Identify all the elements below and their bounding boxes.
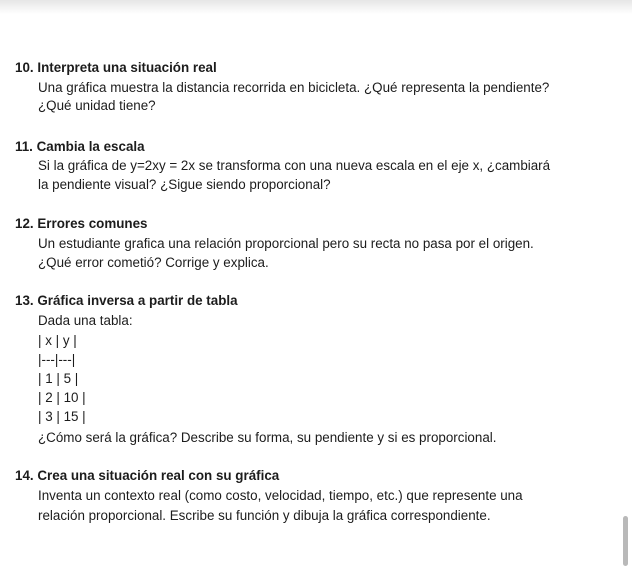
- question-11-text-line-1: Si la gráfica de y=2xy = 2x se transforma con una nueva escala en el eje x, ¿cambiará: [38, 158, 551, 173]
- question-12-text-line-2: ¿Qué error cometió? Corrige y explica.: [38, 255, 269, 270]
- question-11-text-line-2: la pendiente visual? ¿Sigue siendo proporcional?: [38, 177, 331, 192]
- vertical-scrollbar[interactable]: [623, 516, 628, 566]
- question-12-text-line-1: Un estudiante grafica una relación proporcional pero su recta no pasa por el origen.: [38, 236, 534, 251]
- question-13-text-line-2: ¿Cómo será la gráfica? Describe su forma, su pendiente y si es proporcional.: [38, 430, 497, 445]
- question-13-table-header: | x | y |: [38, 333, 77, 348]
- question-13-table-separator: |---|---|: [38, 352, 76, 367]
- question-10-text-line-1: Una gráfica muestra la distancia recorrida en bicicleta. ¿Qué representa la pendiente?: [38, 80, 550, 95]
- question-14-text-line-1: Inventa un contexto real (como costo, velocidad, tiempo, etc.) que represente una: [38, 488, 523, 503]
- question-14-heading: 14. Crea una situación real con su gráfica: [15, 468, 280, 483]
- question-10-text-line-2: ¿Qué unidad tiene?: [38, 98, 156, 113]
- question-13-table-row-3: | 3 | 15 |: [38, 409, 86, 424]
- question-10-heading: 10. Interpreta una situación real: [15, 60, 217, 75]
- question-13-table-row-1: | 1 | 5 |: [38, 371, 79, 386]
- question-13-text-line-1: Dada una tabla:: [38, 313, 133, 328]
- question-12-heading: 12. Errores comunes: [15, 216, 148, 231]
- question-11-heading: 11. Cambia la escala: [15, 139, 145, 154]
- question-14-text-line-2: relación proporcional. Escribe su función y dibuja la gráfica correspondiente.: [38, 508, 491, 523]
- question-13-table-row-2: | 2 | 10 |: [38, 390, 86, 405]
- question-13-heading: 13. Gráfica inversa a partir de tabla: [15, 293, 238, 308]
